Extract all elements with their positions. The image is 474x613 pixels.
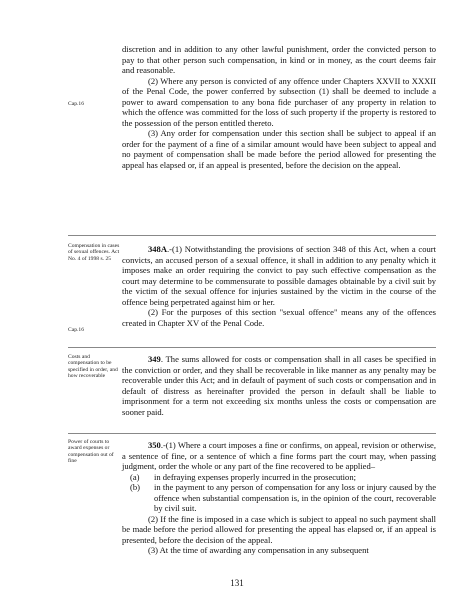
side-note-compensation-sexual-offences: Compensation in cases of sexual offences. Act No. 4 of 1998 s. 25 (68, 243, 120, 262)
section-348a (122, 244, 436, 328)
section-349 (122, 354, 436, 417)
list-item-label: (a) (130, 471, 140, 482)
section-348-continuation (122, 44, 436, 171)
side-note-costs-compensation: Costs and compensation to be specified in order, and how recoverable (68, 354, 118, 380)
section-divider (68, 347, 436, 348)
side-note-power-of-courts: Power of courts to award expenses or compensation out of fine (68, 439, 114, 465)
paragraph: 350.-(1) Where a court imposes a fine or confirms, on appeal, revision or otherwise, a sentence of fine, or a sentence of which a fine forms part the court may, when passing judgment, order the whole or any part of the fine recovered to be applied– (122, 440, 436, 472)
list-item-text: in the payment to any person of compensation for any loss or injury caused by the offence when substantial compensation is, in the opinion of the court, recoverable by civil suit. (154, 482, 436, 514)
paragraph: 349. The sums allowed for costs or compensation shall in all cases be specified in the conviction or order, and they shall be recoverable in like manner as any penalty may be recoverable under this Act; and in default of payment of such costs or compensation and in default of distress as hereinafter provided the person in default shall be liable to imprisonment for a term not exceeding six months unless the costs or compensation are sooner paid. (122, 354, 436, 417)
paragraph: (3) Any order for compensation under this section shall be subject to appeal if an order for the payment of a fine of a similar amount would have been subject to appeal and no payment of compensation shall be made before the period allowed for presenting the appeal has elapsed or, if an appeal is presented, before the decision on the appeal. (122, 128, 436, 171)
paragraph: (3) At the time of awarding any compensation in any subsequent (148, 545, 369, 556)
section-divider (68, 433, 436, 434)
page-number: 131 (230, 578, 244, 588)
section-number: 348A (148, 244, 167, 254)
paragraph: (2) If the fine is imposed in a case which is subject to appeal no such payment shall be made before the period allowed for presenting the appeal has elapsed or, if an appeal is presented, before the decision of the appeal. (122, 513, 436, 545)
section-number: 350 (148, 440, 161, 450)
side-note-cap16: Cap.16 (68, 327, 85, 333)
paragraph: (2) Where any person is convicted of any offence under Chapters XXVII to XXXII of the Penal Code, the power conferred by subsection (1) shall be deemed to include a power to award compensation to any bona fide purchaser of any property in relation to which the offence was committed for the loss of such property if the property is restored to the possession of the person entitled thereto. (122, 75, 436, 128)
section-350 (122, 440, 436, 556)
list-item (122, 482, 436, 514)
list-item (122, 472, 436, 483)
section-divider (68, 235, 436, 236)
section-number: 349 (148, 354, 161, 364)
list-item-label: (b) (130, 482, 140, 493)
side-note-cap16: Cap.16 (68, 101, 85, 107)
paragraph: (2) For the purposes of this section "sexual offence" means any of the offences created in Chapter XV of the Penal Code. (122, 307, 436, 328)
paragraph: discretion and in addition to any other lawful punishment, order the convicted person to pay to that other person such compensation, in kind or in money, as the court deems fair and reasonable. (122, 44, 436, 76)
paragraph: 348A.-(1) Notwithstanding the provisions of section 348 of this Act, when a court convicts, an accused person of a sexual offence, it shall in addition to any penalty which it imposes make an order requiring the convict to pay such effective compensation as the court may determine to be commensurate to possible damages obtainable by a civil suit by the victim of the sexual offence for injuries sustained by the victim in the course of the offence being perpetrated against him or her. (122, 244, 436, 307)
list-item-text: in defraying expenses properly incurred in the prosecution; (154, 471, 356, 482)
